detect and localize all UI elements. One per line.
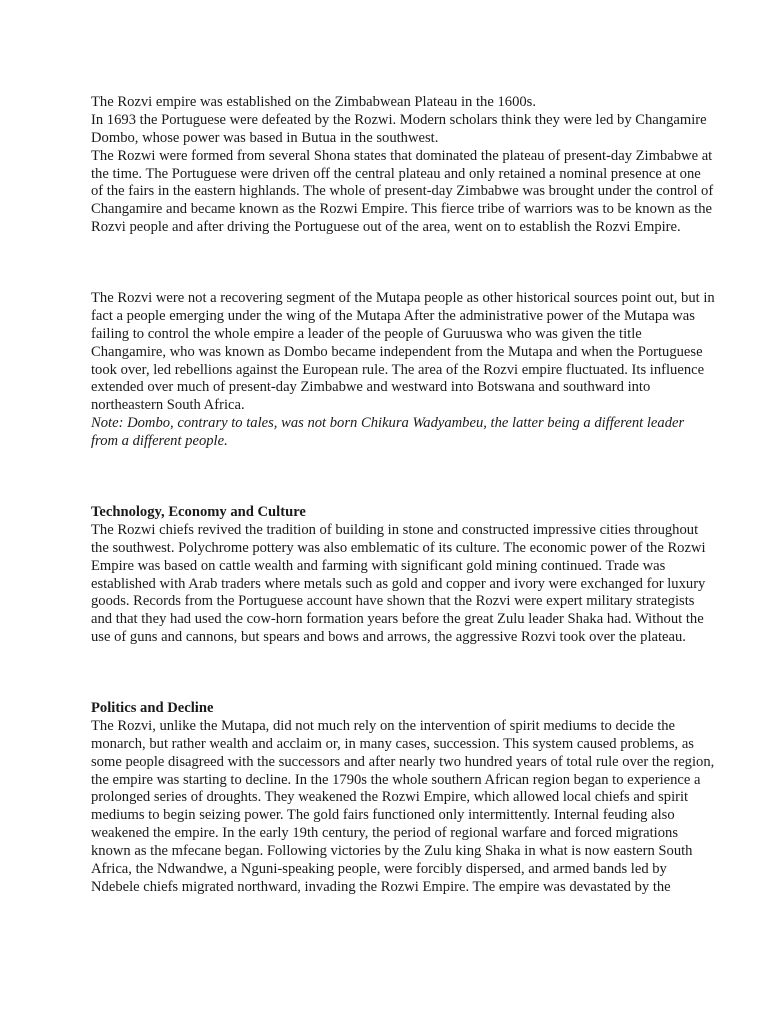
text-line: monarch, but rather wealth and acclaim or, in many cases, succession. This system caused problems, as <box>91 735 694 752</box>
text-line: Dombo, whose power was based in Butua in the southwest. <box>91 129 439 146</box>
text-line: and that they had used the cow-horn formation years before the great Zulu leader Shaka had. Without the <box>91 611 704 628</box>
intro-paragraph <box>91 94 741 237</box>
text-line: northeastern South Africa. <box>91 397 245 414</box>
text-line: weakened the empire. In the early 19th century, the period of regional warfare and forced migrations <box>91 825 679 842</box>
text-line: fact a people emerging under the wing of the Mutapa After the administrative power of the Mutapa was <box>91 307 695 324</box>
technology-section <box>91 504 741 647</box>
text-line: goods. Records from the Portuguese account have shown that the Rozvi were expert military strategists <box>91 593 695 610</box>
text-line: The Rozwi were formed from several Shona states that dominated the plateau of present-day Zimbabwe at <box>91 147 713 164</box>
text-line: Ndebele chiefs migrated northward, invading the Rozwi Empire. The empire was devastated by the <box>91 878 671 895</box>
text-line: Empire was based on cattle wealth and farming with significant gold mining continued. Trade was <box>91 557 666 574</box>
text-line: In 1693 the Portuguese were defeated by the Rozwi. Modern scholars think they were led by Changamire <box>91 111 707 128</box>
text-line: established with Arab traders where metals such as gold and copper and ivory were exchanged for luxury <box>91 575 706 592</box>
text-line: extended over much of present-day Zimbabwe and westward into Botswana and southward into <box>91 379 651 396</box>
text-line: failing to control the whole empire a leader of the people of Guruuswa who was given the title <box>91 325 642 342</box>
text-line: the time. The Portuguese were driven off the central plateau and only retained a nominal presence at one <box>91 165 701 182</box>
text-line: the empire was starting to decline. In the 1790s the whole southern African region began to experience a <box>91 771 701 788</box>
text-line: The Rozvi were not a recovering segment of the Mutapa people as other historical sources point out, but in <box>91 290 715 306</box>
text-line: prolonged series of droughts. They weakened the Rozwi Empire, which allowed local chiefs and spirit <box>91 789 689 806</box>
text-line: mediums to begin seizing power. The gold fairs functioned only intermittently. Internal feuding also <box>91 807 675 824</box>
section-heading: Technology, Economy and Culture <box>91 504 306 520</box>
text-line: of the fairs in the eastern highlands. The whole of present-day Zimbabwe was brought under the control of <box>91 183 714 200</box>
text-line: Africa, the Ndwandwe, a Nguni-speaking people, were forcibly dispersed, and armed bands led by <box>91 861 667 878</box>
text-line: The Rozvi, unlike the Mutapa, did not much rely on the intervention of spirit mediums to decide the <box>91 717 676 734</box>
text-line: use of guns and cannons, but spears and bows and arrows, the aggressive Rozvi took over the plateau. <box>91 629 686 646</box>
text-line: known as the mfecane began. Following victories by the Zulu king Shaka in what is now eastern South <box>91 843 693 860</box>
section-heading: Politics and Decline <box>91 700 214 716</box>
text-line: Changamire and became known as the Rozwi Empire. This fierce tribe of warriors was to be known as the <box>91 201 712 218</box>
text-line: Rozvi people and after driving the Portuguese out of the area, went on to establish the Rozvi Empire. <box>91 219 681 236</box>
text-line: took over, led rebellions against the European rule. The area of the Rozvi empire fluctuated. Its influence <box>91 361 705 378</box>
politics-section <box>91 700 741 897</box>
note-line: from a different people. <box>91 433 228 450</box>
text-line: The Rozvi empire was established on the Zimbabwean Plateau in the 1600s. <box>91 94 536 110</box>
note-line: Note: Dombo, contrary to tales, was not born Chikura Wadyambeu, the latter being a different leader <box>91 415 685 432</box>
text-line: The Rozwi chiefs revived the tradition of building in stone and constructed impressive cities throughout <box>91 521 699 538</box>
text-line: some people disagreed with the successors and after nearly two hundred years of total rule over the region, <box>91 753 715 770</box>
text-line: Changamire, who was known as Dombo became independent from the Mutapa and when the Portuguese <box>91 343 703 360</box>
text-line: the southwest. Polychrome pottery was also emblematic of its culture. The economic power of the Rozwi <box>91 539 706 556</box>
origins-paragraph <box>91 290 741 451</box>
